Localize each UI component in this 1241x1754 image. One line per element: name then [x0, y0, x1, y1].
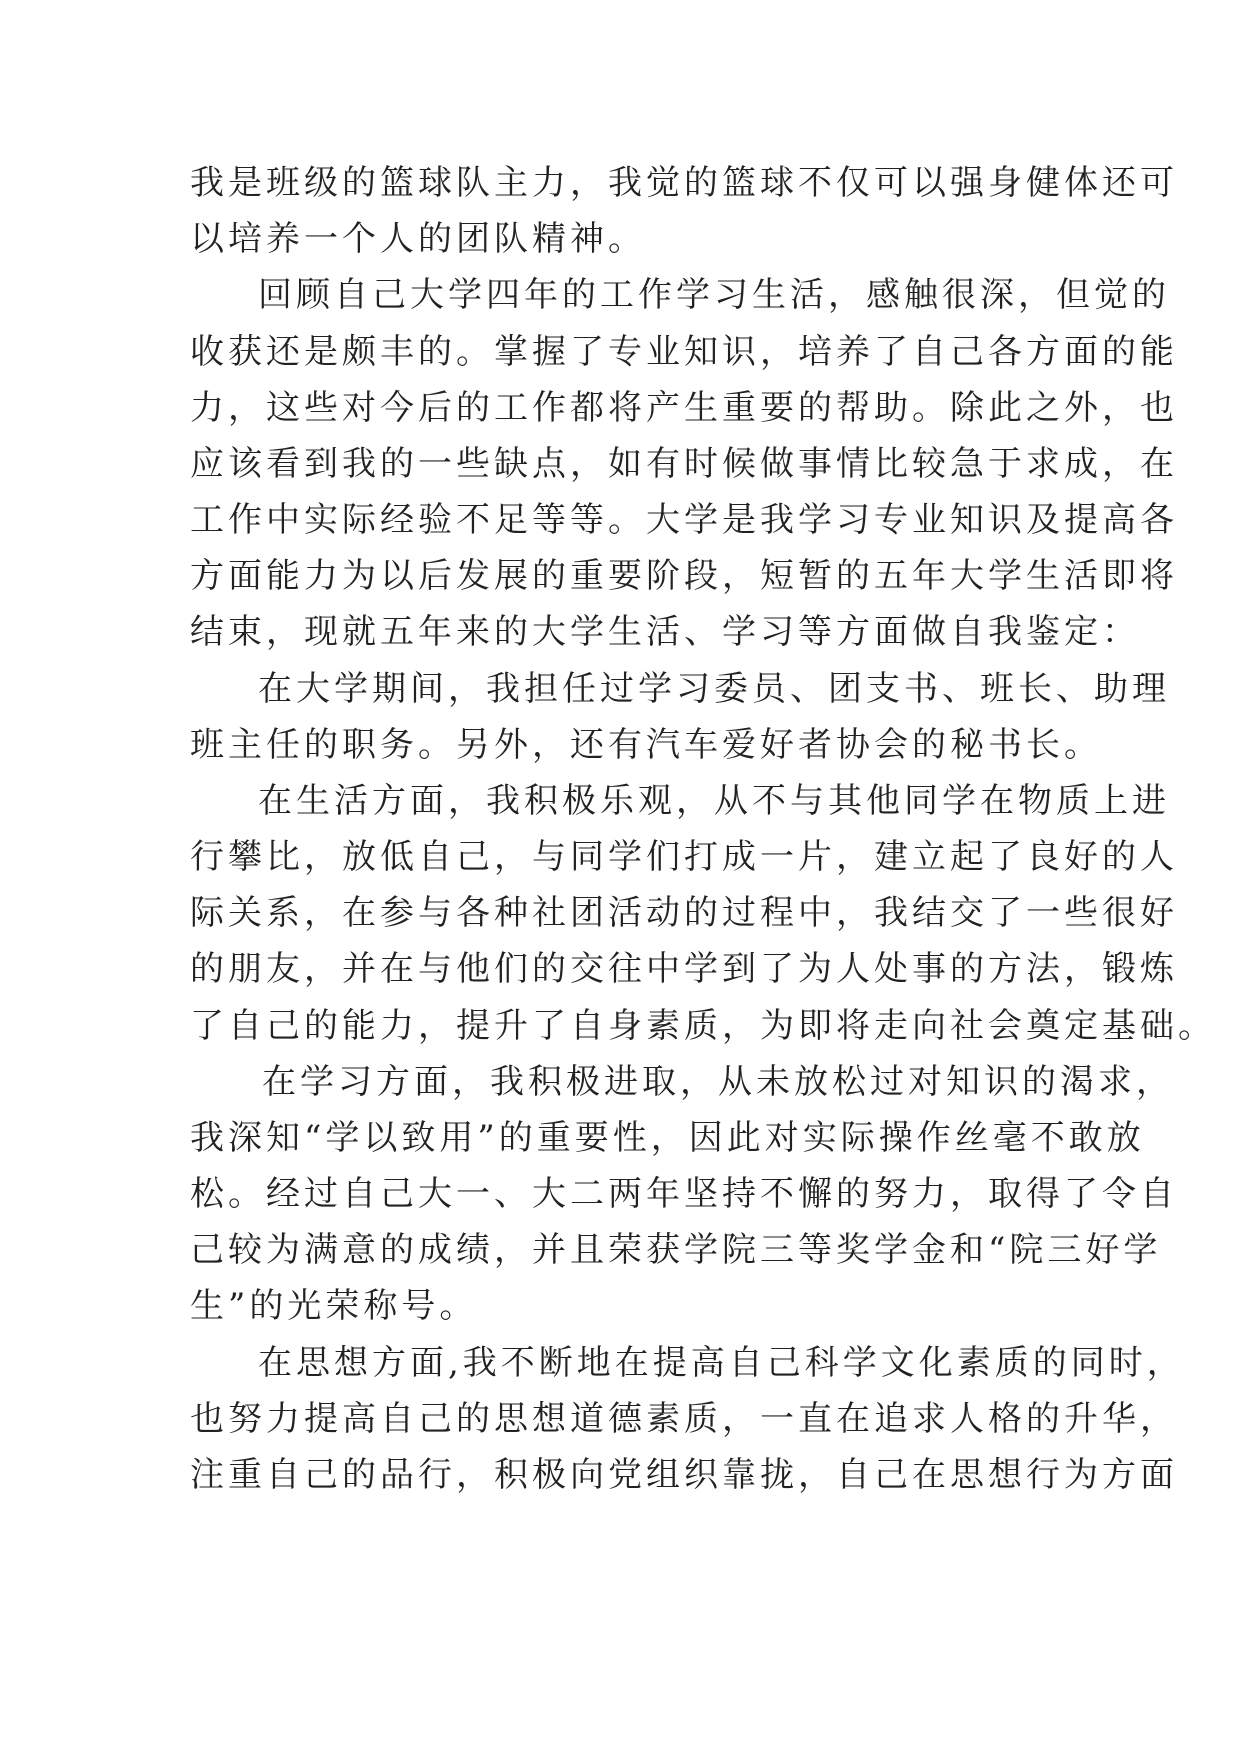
- text-line: 工作中实际经验不足等等。大学是我学习专业知识及提高各: [190, 500, 1178, 540]
- text-line: 结束，现就五年来的大学生活、学习等方面做自我鉴定：: [190, 612, 1140, 652]
- text-line: 行攀比，放低自己，与同学们打成一片，建立起了良好的人: [190, 837, 1178, 877]
- text-line: 应该看到我的一些缺点，如有时候做事情比较急于求成，在: [190, 444, 1178, 484]
- text-line: 己较为满意的成绩，并且荣获学院三等奖学金和“院三好学: [190, 1230, 1162, 1270]
- paragraph-start: 在学习方面，我积极进取，从未放松过对知识的渴求，: [262, 1062, 1174, 1102]
- text-line: 了自己的能力，提升了自身素质，为即将走向社会奠定基础。: [190, 1006, 1216, 1046]
- text-line: 际关系，在参与各种社团活动的过程中，我结交了一些很好: [190, 893, 1178, 933]
- text-line: 力，这些对今后的工作都将产生重要的帮助。除此之外，也: [190, 388, 1178, 428]
- text-line: 的朋友，并在与他们的交往中学到了为人处事的方法，锻炼: [190, 949, 1178, 989]
- text-line: 松。经过自己大一、大二两年坚持不懈的努力，取得了令自: [190, 1174, 1178, 1214]
- paragraph-start: 在生活方面，我积极乐观，从不与其他同学在物质上进: [258, 781, 1170, 821]
- paragraph-start: 在大学期间，我担任过学习委员、团支书、班长、助理: [258, 669, 1170, 709]
- text-line: 注重自己的品行，积极向党组织靠拢，自己在思想行为方面: [190, 1455, 1178, 1495]
- text-line: 方面能力为以后发展的重要阶段，短暂的五年大学生活即将: [190, 556, 1178, 596]
- text-line: 我深知“学以致用”的重要性，因此对实际操作丝毫不敢放: [190, 1118, 1145, 1158]
- text-line: 生”的光荣称号。: [190, 1286, 478, 1326]
- text-line: 以培养一个人的团队精神。: [190, 219, 646, 259]
- paragraph-start: 在思想方面,我不断地在提高自己科学文化素质的同时，: [258, 1343, 1185, 1383]
- text-line: 也努力提高自己的思想道德素质，一直在追求人格的升华，: [190, 1399, 1178, 1439]
- paragraph-start: 回顾自己大学四年的工作学习生活，感触很深，但觉的: [258, 275, 1170, 315]
- text-line: 收获还是颇丰的。掌握了专业知识，培养了自己各方面的能: [190, 332, 1178, 372]
- text-line: 班主任的职务。另外，还有汽车爱好者协会的秘书长。: [190, 725, 1102, 765]
- text-line: 我是班级的篮球队主力，我觉的篮球不仅可以强身健体还可: [190, 163, 1178, 203]
